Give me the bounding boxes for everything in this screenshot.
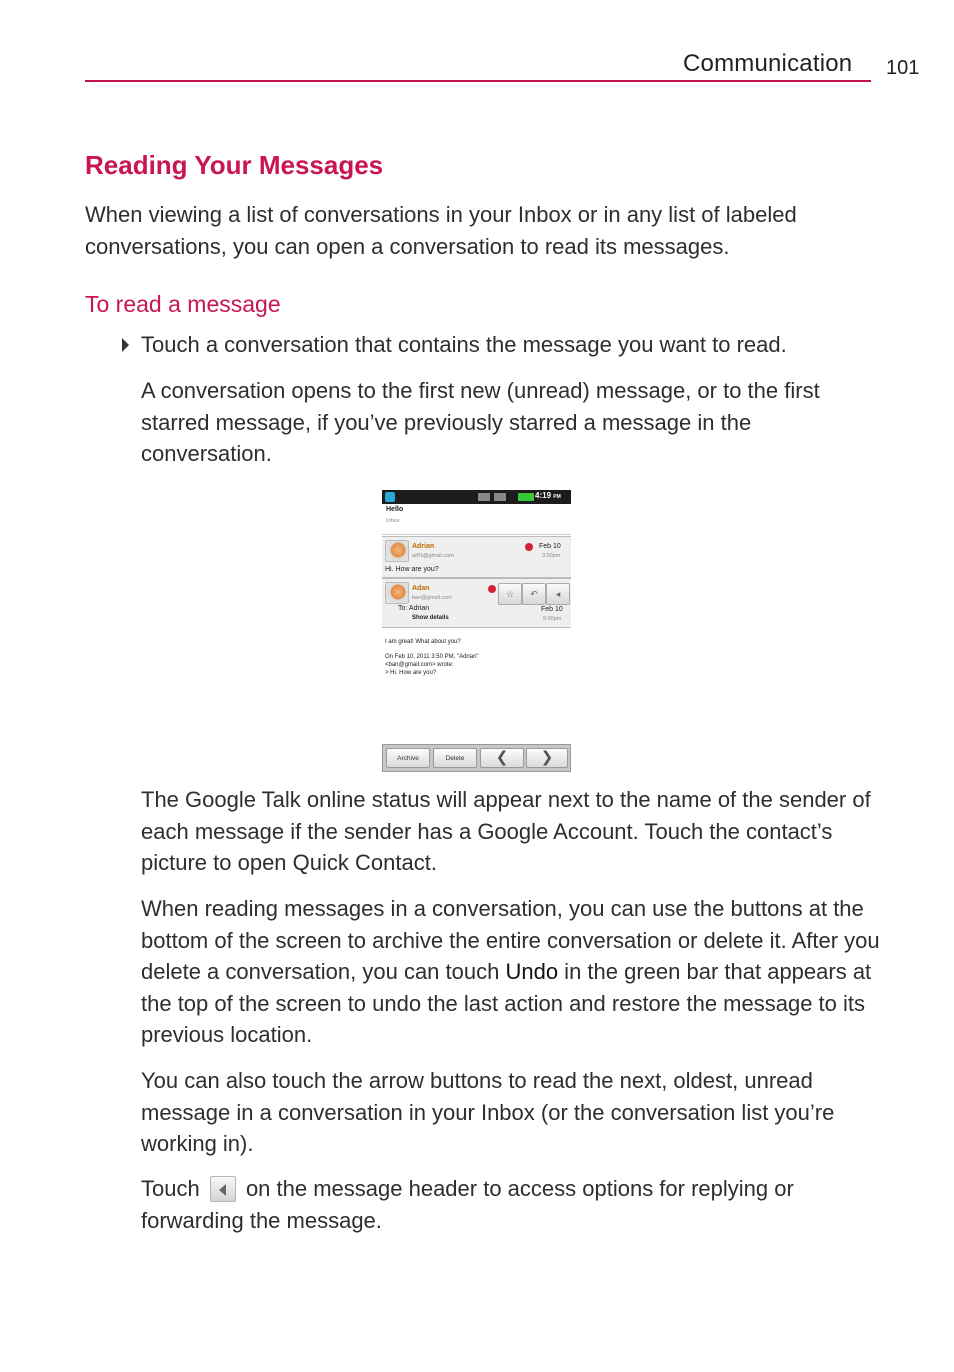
gmail-app-icon	[385, 492, 395, 502]
sender-email: ban@gmail.com	[412, 595, 452, 601]
gmail-conversation-screenshot	[382, 490, 571, 690]
to-recipient: To: Adrian	[398, 605, 430, 612]
contact-picture-adrian[interactable]	[385, 540, 409, 562]
contact-picture-adan[interactable]	[385, 582, 409, 604]
signal-icon	[478, 493, 518, 501]
battery-icon	[518, 493, 534, 501]
message-body-line: I am great! What about you?	[385, 639, 461, 645]
online-status-icon	[525, 543, 533, 551]
previous-arrow-button[interactable]: ❮	[480, 748, 524, 768]
conversation-subject: Hello	[386, 506, 404, 513]
screenshot-bottom-bar	[382, 744, 571, 772]
delete-button[interactable]: Delete	[433, 748, 477, 768]
reading-buttons-paragraph: When reading messages in a conversation, you can use the buttons at the bottom of the screen to archive the entire conversation or delete it. After you delete a conversation, you can touch Undo in the green bar that appears at the top of the screen to undo the last action and restore the message to its previous location.	[141, 896, 880, 1047]
message-date: Feb 10	[541, 606, 563, 613]
message-date: Feb 10	[539, 543, 561, 550]
message-time: 3:50pm	[542, 553, 561, 559]
header-rule	[85, 80, 871, 82]
google-talk-paragraph: The Google Talk online status will appear next to the name of the sender of each message if the sender has a Google Account. Touch the contact’s picture to open Quick Contact.	[141, 787, 871, 875]
sender-name: Adrian	[412, 543, 435, 550]
archive-button[interactable]: Archive	[386, 748, 430, 768]
reply-icon[interactable]: ↶	[522, 583, 546, 605]
bullet-arrow-icon	[122, 338, 129, 352]
bullet-step: Touch a conversation that contains the message you want to read.	[141, 332, 787, 357]
show-details-link[interactable]: Show details	[412, 615, 449, 621]
message-body-line: On Feb 10, 2011 3:50 PM, "Adrian"	[385, 654, 479, 660]
star-icon[interactable]: ☆	[498, 583, 522, 605]
sender-email: ad%@gmail.com	[412, 553, 454, 559]
reply-menu-icon	[210, 1176, 236, 1202]
online-status-icon	[488, 585, 496, 593]
message-body-line: <ban@gmail.com> wrote:	[385, 662, 454, 668]
section-heading: Reading Your Messages	[85, 150, 384, 180]
reply-menu-icon[interactable]: ◂	[546, 583, 570, 605]
conversation-label: Inbox	[386, 518, 400, 524]
divider	[382, 534, 571, 535]
sender-name: Adan	[412, 585, 430, 592]
arrow-buttons-paragraph: You can also touch the arrow buttons to read the next, oldest, unread message in a conversation in your Inbox (or the conversation list you’re working in).	[141, 1068, 835, 1156]
message-snippet: Hi. How are you?	[385, 566, 439, 573]
undo-term: Undo	[505, 959, 559, 984]
next-arrow-button[interactable]: ❯	[526, 748, 568, 768]
status-time: 4:19 PM	[535, 491, 561, 500]
conversation-open-paragraph: A conversation opens to the first new (unread) message, or to the first starred message, if you’ve previously starred a message in the conversation.	[141, 378, 820, 466]
intro-paragraph: When viewing a list of conversations in your Inbox or in any list of labeled conversations, you can open a conversation to read its messages.	[85, 202, 797, 259]
header-section-title: Communication	[683, 50, 853, 77]
message-time: 5:00pm	[543, 616, 562, 622]
status-bar	[382, 490, 571, 504]
reply-options-paragraph: Touch on the message header to access options for replying or forwarding the message.	[141, 1176, 794, 1233]
message-body-line: > Hi. How are you?	[385, 670, 437, 676]
page-number: 101	[886, 57, 920, 79]
subheading: To read a message	[85, 291, 281, 317]
